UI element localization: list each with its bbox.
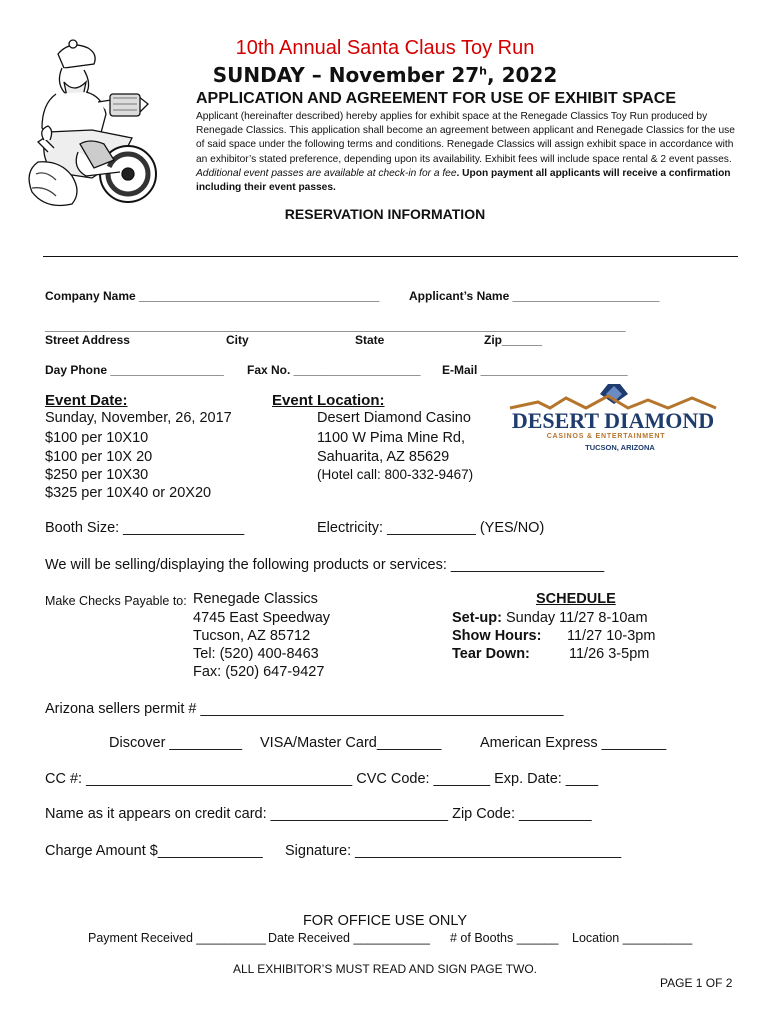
santa-motorcycle-illustration: [18, 32, 168, 224]
payment-received-field: Payment Received __________: [88, 931, 266, 945]
company-name-field[interactable]: Company Name ____________________________________: [45, 289, 380, 303]
day-phone-field[interactable]: Day Phone _________________: [45, 363, 224, 377]
credit-card-field[interactable]: CC #: _________________________________ CVC Code: _______ Exp. Date: ____: [45, 771, 599, 787]
location-line: Desert Diamond Casino: [317, 410, 471, 426]
location-field: Location __________: [572, 931, 693, 945]
schedule-value: 11/26 3-5pm: [569, 646, 650, 662]
reservation-title: RESERVATION INFORMATION: [284, 206, 486, 222]
price-row: $250 per 10X30: [45, 467, 149, 483]
city-label: City: [226, 333, 249, 347]
schedule-row: Show Hours:: [452, 628, 542, 644]
payee-line: Tucson, AZ 85712: [193, 628, 311, 644]
hotel-phone: (Hotel call: 800-332-9467): [317, 467, 474, 482]
sellers-permit-field[interactable]: Arizona sellers permit # _____________________________________________: [45, 701, 564, 717]
email-field[interactable]: E-Mail ______________________: [442, 363, 628, 377]
price-row: $325 per 10X40 or 20X20: [45, 485, 212, 501]
location-line: 1100 W Pima Mine Rd,: [317, 430, 466, 446]
application-title: APPLICATION AND AGREEMENT FOR USE OF EXHIBIT SPACE: [196, 90, 677, 107]
exhibitor-notice: ALL EXHIBITOR’S MUST READ AND SIGN PAGE TWO.: [232, 962, 538, 976]
event-date-heading: SUNDAY – November 27$^h$, 2022: [212, 63, 558, 87]
page-number: PAGE 1 OF 2: [660, 976, 733, 990]
payee-line: Renegade Classics: [193, 591, 318, 607]
products-field[interactable]: We will be selling/displaying the following products or services: ___________________: [45, 557, 605, 573]
fax-field[interactable]: Fax No. ___________________: [247, 363, 421, 377]
price-row: $100 per 10X 20: [45, 449, 153, 465]
event-date: Sunday, November, 26, 2017: [45, 410, 232, 426]
discover-option[interactable]: Discover _________: [109, 735, 243, 751]
payee-line: Fax: (520) 647-9427: [193, 664, 325, 680]
charge-amount-field[interactable]: Charge Amount $_____________: [45, 843, 263, 859]
address-line[interactable]: _______________________________________________________________________________________: [45, 319, 626, 333]
logo-city: TUCSON, ARIZONA: [585, 443, 655, 452]
cardholder-name-field[interactable]: Name as it appears on credit card: ______________________ Zip Code: _________: [45, 806, 592, 822]
schedule-row: Set-up: Sunday 11/27 8-10am: [452, 610, 648, 626]
electricity-field[interactable]: Electricity: ___________ (YES/NO): [317, 520, 545, 536]
payee-line: 4745 East Speedway: [193, 610, 331, 626]
booth-size-field[interactable]: Booth Size: _______________: [45, 520, 245, 536]
state-label: State: [355, 333, 385, 347]
signature-field[interactable]: Signature: _________________________________: [285, 843, 622, 859]
desert-diamond-logo: [508, 382, 718, 452]
event-date-heading-label: Event Date:: [45, 392, 128, 409]
logo-name: DESERT DIAMOND: [511, 408, 715, 433]
date-received-field: Date Received ___________: [268, 931, 430, 945]
amex-option[interactable]: American Express ________: [480, 735, 667, 751]
zip-field[interactable]: Zip______: [484, 333, 543, 347]
schedule-row: Tear Down:: [452, 646, 530, 662]
schedule-value: 11/27 10-3pm: [567, 628, 656, 644]
visa-mastercard-option[interactable]: VISA/Master Card________: [260, 735, 442, 751]
applicant-name-field[interactable]: Applicant’s Name ______________________: [409, 289, 660, 303]
street-address-label: Street Address: [45, 333, 130, 347]
schedule-title: SCHEDULE: [536, 591, 616, 607]
location-line: Sahuarita, AZ 85629: [317, 449, 450, 465]
booths-field: # of Booths ______: [450, 931, 559, 945]
logo-subtitle: CASINOS & ENTERTAINMENT: [546, 433, 666, 440]
payee-line: Tel: (520) 400-8463: [193, 646, 319, 662]
section-divider: [43, 256, 738, 257]
event-location-heading: Event Location:: [272, 392, 385, 409]
office-use-title: FOR OFFICE USE ONLY: [302, 913, 468, 929]
event-title: 10th Annual Santa Claus Toy Run: [235, 37, 535, 59]
price-row: $100 per 10X10: [45, 430, 149, 446]
checks-payable-label: Make Checks Payable to:: [45, 594, 187, 608]
intro-paragraph: Applicant (hereinafter described) hereby applies for exhibit space at the Renegade Classics Toy Run produced by Renegade Classics. This application shall become an agreement between applicant and Renegade Classics for the use of said space under the following terms and conditions. Renegade Classics will assign exhibit space in accordance with an exhibitor’s stated preference, depending upon its availability. Exhibit fees will include space rental & 2 event passes. Additional event passes are available at check-in for a fee. Upon payment all applicants will receive a confirmation including their event passes.: [196, 111, 735, 194]
